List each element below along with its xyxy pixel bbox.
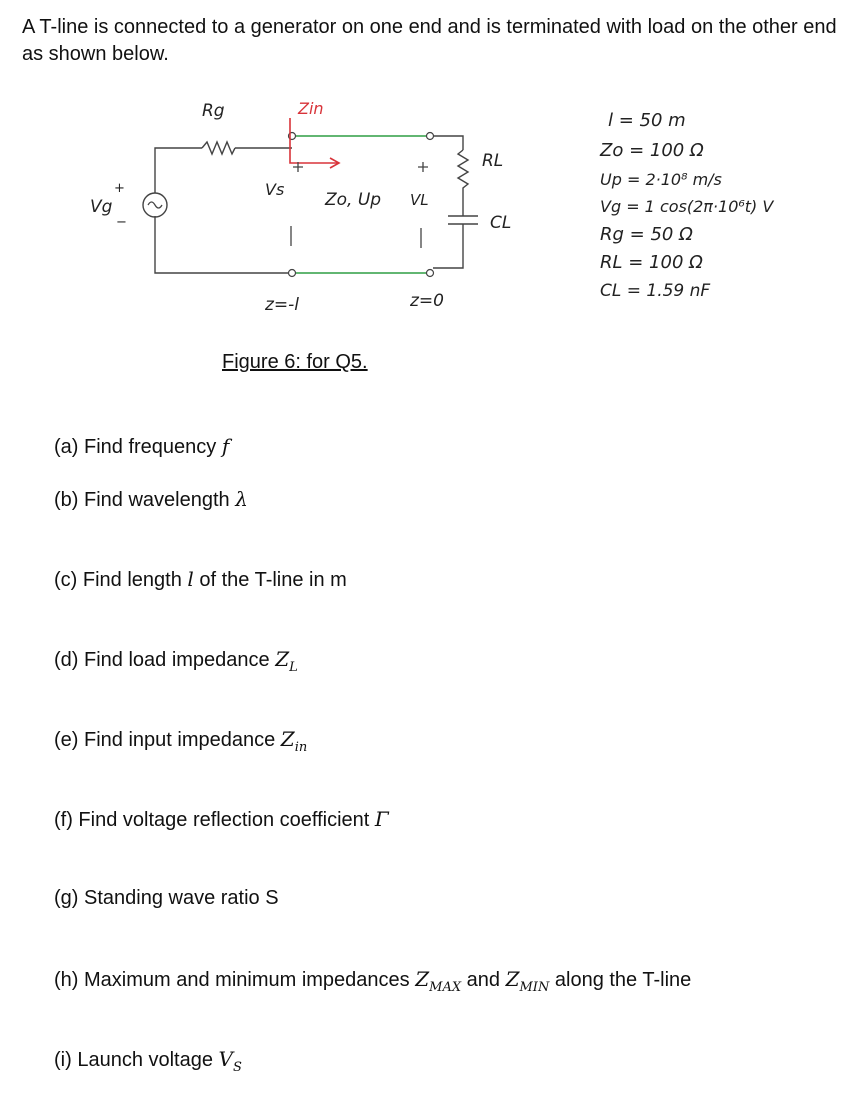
question-g-text: (g) Standing wave ratio S bbox=[54, 887, 279, 909]
circuit-figure bbox=[80, 88, 800, 318]
subscript-in: in bbox=[294, 740, 308, 755]
left-bottom-wire bbox=[155, 216, 292, 273]
rg-resistor bbox=[202, 142, 235, 154]
cl-label: CL bbox=[490, 213, 512, 233]
question-h-text: (h) Maximum and minimum impedances bbox=[54, 969, 416, 991]
question-d-text: (d) Find load impedance bbox=[54, 649, 276, 671]
given-values bbox=[599, 110, 774, 301]
symbol-z: Z bbox=[280, 727, 295, 751]
symbol-lambda: λ bbox=[235, 487, 248, 511]
question-i bbox=[54, 1047, 242, 1075]
rl-label: RL bbox=[482, 151, 504, 171]
zin-arrow-icon bbox=[290, 118, 339, 168]
given-length: l = 50 m bbox=[608, 110, 686, 131]
question-h bbox=[54, 967, 691, 995]
given-z0: Zo = 100 Ω bbox=[600, 140, 704, 161]
symbol-gamma: Γ bbox=[374, 807, 389, 831]
given-up: Up = 2·10⁸ m/s bbox=[600, 170, 722, 189]
vs-label: Vs bbox=[265, 180, 285, 199]
figure-caption: Figure 6: for Q5. bbox=[222, 351, 368, 373]
left-top-wire bbox=[155, 148, 202, 193]
question-e-text: (e) Find input impedance bbox=[54, 729, 281, 751]
load-bottom-terminal bbox=[427, 270, 434, 277]
question-g bbox=[54, 887, 279, 910]
symbol-z: Z bbox=[275, 647, 290, 671]
zin-label: Zin bbox=[298, 99, 324, 118]
question-h-suffix: along the T-line bbox=[549, 969, 692, 991]
rg-label: Rg bbox=[202, 101, 225, 121]
problem-intro: A T-line is connected to a generator on one end and is terminated with load on the other end as shown below. bbox=[22, 16, 837, 65]
question-h-mid: and bbox=[461, 969, 506, 991]
line-params-label: Zo, Up bbox=[325, 190, 382, 210]
question-f bbox=[54, 807, 389, 832]
right-top-wire bbox=[433, 136, 463, 150]
vg-minus-label: − bbox=[116, 215, 127, 230]
question-c-suffix: of the T-line in m bbox=[193, 569, 347, 591]
subscript-s: S bbox=[233, 1060, 242, 1075]
question-c bbox=[54, 567, 347, 592]
ac-sine-icon bbox=[148, 202, 162, 208]
vg-label: Vg bbox=[90, 197, 113, 217]
question-b bbox=[54, 487, 248, 512]
load-top-terminal bbox=[427, 133, 434, 140]
right-bottom-wire bbox=[433, 224, 463, 268]
given-cl: CL = 1.59 nF bbox=[600, 281, 711, 301]
given-vg: Vg = 1 cos(2π·10⁶t) V bbox=[600, 197, 774, 216]
vl-label: VL bbox=[410, 191, 429, 209]
vg-plus-label: + bbox=[114, 181, 125, 196]
symbol-l: l bbox=[187, 567, 194, 591]
z-start-label: z=-l bbox=[265, 295, 300, 315]
question-i-text: (i) Launch voltage bbox=[54, 1049, 219, 1071]
symbol-z: Z bbox=[505, 967, 520, 991]
rl-resistor bbox=[458, 150, 468, 216]
subscript-max: MAX bbox=[429, 980, 462, 995]
question-f-text: (f) Find voltage reflection coefficient bbox=[54, 809, 375, 831]
z-end-label: z=0 bbox=[410, 291, 444, 311]
question-d bbox=[54, 647, 298, 675]
subscript-min: MIN bbox=[519, 980, 550, 995]
question-c-text: (c) Find length bbox=[54, 569, 188, 591]
symbol-v: V bbox=[218, 1047, 233, 1071]
question-a bbox=[54, 434, 229, 459]
input-bottom-terminal bbox=[289, 270, 296, 277]
given-rg: Rg = 50 Ω bbox=[600, 224, 693, 245]
symbol-z: Z bbox=[415, 967, 430, 991]
question-e bbox=[54, 727, 307, 755]
subscript-l: L bbox=[289, 660, 298, 675]
question-b-text: (b) Find wavelength bbox=[54, 489, 236, 511]
question-a-text: (a) Find frequency bbox=[54, 436, 222, 458]
given-rl: RL = 100 Ω bbox=[600, 252, 703, 273]
symbol-f: f bbox=[221, 434, 230, 458]
